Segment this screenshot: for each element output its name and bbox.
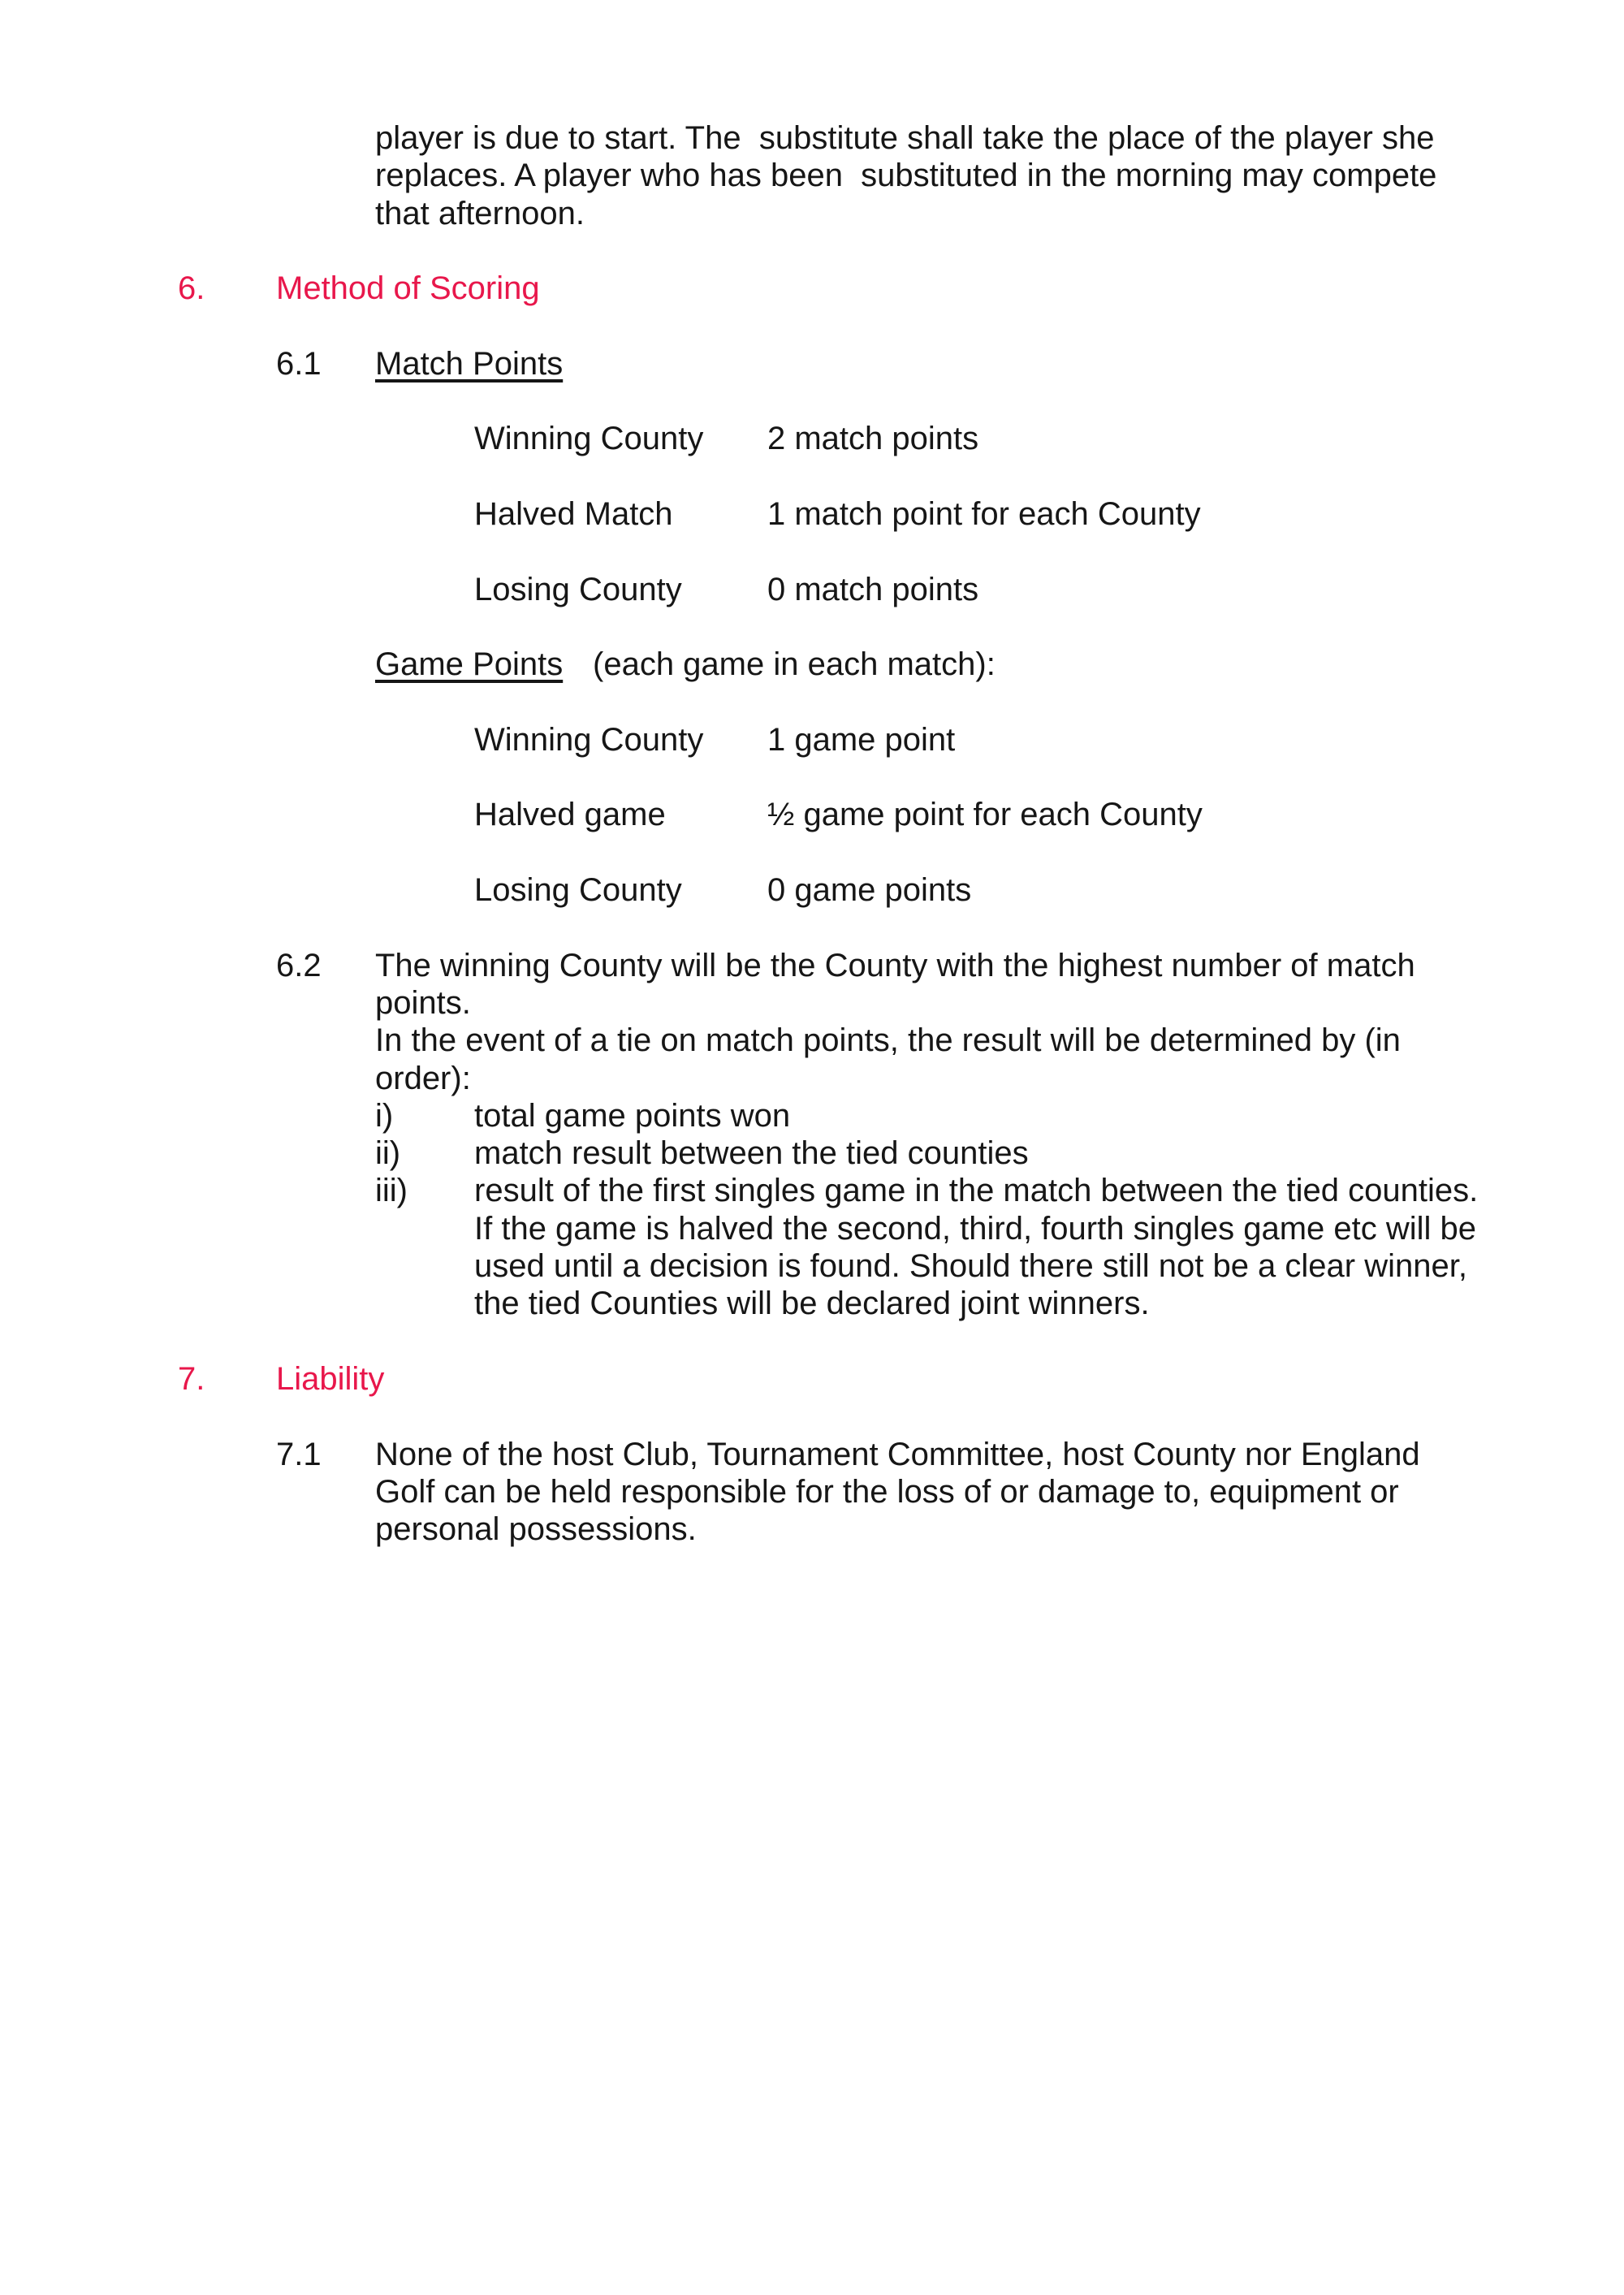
subsection-7-1	[0, 1437, 1624, 1475]
subsection-7-1-text-line: personal possessions.	[375, 1511, 697, 1548]
game-points-row	[0, 722, 1624, 760]
subsection-7-1	[0, 1511, 1624, 1549]
subsection-6-2	[0, 1022, 1624, 1061]
subsection-7-1-number: 7.1	[276, 1436, 322, 1472]
game-points-note: (each game in each match):	[593, 646, 996, 683]
subsection-7-1-text-line: Golf can be held responsible for the loss of or damage to, equipment or	[375, 1473, 1399, 1510]
subsection-6-2	[0, 985, 1624, 1023]
list-marker-ii: ii)	[375, 1135, 401, 1172]
section-6-heading	[0, 270, 1624, 309]
subsection-6-2-text-line: The winning County will be the County with the highest number of match	[375, 947, 1415, 983]
match-points-heading: Match Points	[375, 345, 564, 382]
tiebreak-list-item	[0, 1248, 1624, 1286]
section-7-heading	[0, 1361, 1624, 1399]
intro-paragraph	[0, 120, 1624, 158]
subsection-6-2	[0, 1061, 1624, 1099]
section-6-title: Method of Scoring	[276, 270, 540, 307]
score-row-label: Losing County	[474, 571, 682, 607]
list-item-text: If the game is halved the second, third, fourth singles game etc will be	[474, 1210, 1477, 1247]
subsection-6-2-text-line: points.	[375, 984, 471, 1021]
tiebreak-list-item	[0, 1286, 1624, 1324]
subsection-6-2-text-line: In the event of a tie on match points, the result will be determined by (in	[375, 1022, 1401, 1059]
score-row-label: Losing County	[474, 872, 682, 908]
subsection-6-2-text-line: order):	[375, 1060, 471, 1096]
list-item-text: total game points won	[474, 1097, 791, 1134]
subsection-6-1-heading	[0, 346, 1624, 384]
match-points-row	[0, 421, 1624, 459]
game-points-row	[0, 872, 1624, 910]
score-row-value: 2 match points	[767, 421, 979, 457]
score-row-label: Winning County	[474, 421, 704, 457]
intro-paragraph	[0, 196, 1624, 234]
score-row-label: Halved game	[474, 797, 666, 833]
intro-paragraph	[0, 158, 1624, 196]
tiebreak-list-item	[0, 1135, 1624, 1173]
tiebreak-list-item	[0, 1173, 1624, 1211]
game-points-heading-line	[0, 646, 1624, 685]
score-row-value: 0 match points	[767, 571, 979, 607]
intro-line: that afternoon.	[375, 195, 585, 231]
score-row-value: ½ game point for each County	[767, 797, 1203, 833]
score-row-value: 1 game point	[767, 721, 956, 758]
list-item-text: the tied Counties will be declared joint winners.	[474, 1286, 1150, 1322]
section-7-number: 7.	[178, 1360, 205, 1397]
subsection-7-1-text-line: None of the host Club, Tournament Committee, host County nor England	[375, 1436, 1420, 1472]
intro-line: player is due to start. The substitute shall take the place of the player she	[375, 120, 1435, 156]
tiebreak-list-item	[0, 1098, 1624, 1136]
list-item-text: match result between the tied counties	[474, 1135, 1029, 1172]
score-row-label: Winning County	[474, 721, 704, 758]
score-row-label: Halved Match	[474, 496, 673, 532]
subsection-6-1-number: 6.1	[276, 345, 322, 382]
section-6-number: 6.	[178, 270, 205, 307]
game-points-row	[0, 797, 1624, 835]
list-marker-iii: iii)	[375, 1173, 408, 1209]
match-points-row	[0, 496, 1624, 534]
game-points-heading: Game Points	[375, 646, 564, 683]
section-7-title: Liability	[276, 1360, 385, 1397]
subsection-6-2-number: 6.2	[276, 947, 322, 983]
list-marker-i: i)	[375, 1097, 394, 1134]
list-item-text: used until a decision is found. Should there still not be a clear winner,	[474, 1248, 1467, 1284]
match-points-row	[0, 572, 1624, 610]
score-row-value: 1 match point for each County	[767, 496, 1201, 532]
score-row-value: 0 game points	[767, 872, 972, 908]
list-item-text: result of the first singles game in the match between the tied counties.	[474, 1173, 1479, 1209]
subsection-7-1	[0, 1474, 1624, 1512]
tiebreak-list-item	[0, 1211, 1624, 1249]
subsection-6-2	[0, 948, 1624, 986]
intro-line: replaces. A player who has been substituted in the morning may compete	[375, 158, 1437, 194]
